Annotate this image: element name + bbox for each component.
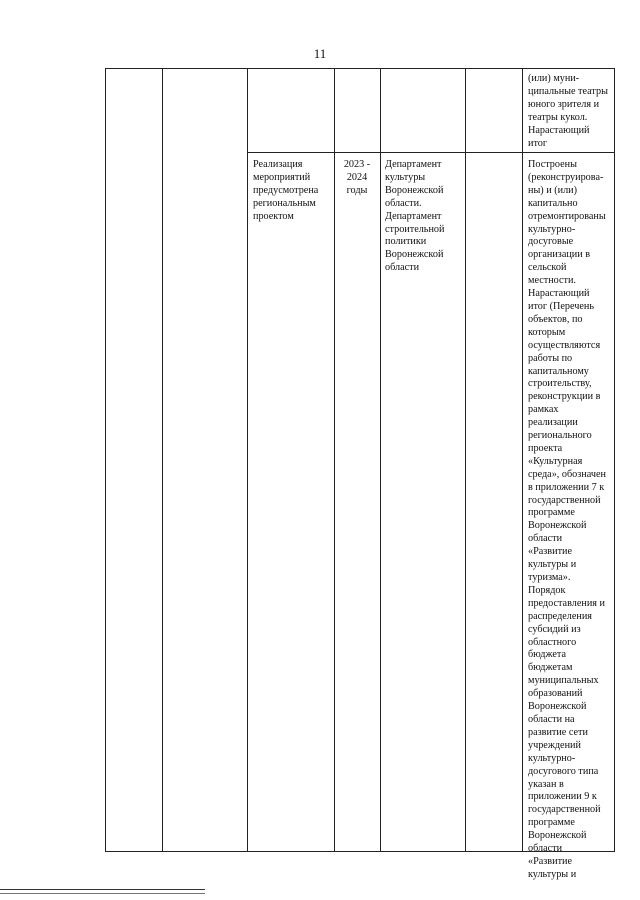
- column-divider: [162, 69, 163, 851]
- event-cell: Реализация мероприятий предусмотрена региональным проектом: [253, 159, 319, 222]
- program-table: [105, 68, 615, 880]
- column-divider: [247, 69, 248, 851]
- column-divider: [522, 69, 523, 851]
- top-row-result-cell: (или) муни- ципальные театры юного зрителя и театры кукол. Нарастающий итог: [528, 73, 608, 149]
- executor-cell: Департамент культуры Воронежской области. Департамент строительной политики Воронежской области: [385, 159, 445, 274]
- column-divider: [380, 69, 381, 851]
- page-number: 11: [313, 46, 327, 61]
- footer-line: [0, 889, 205, 890]
- period-cell: 2023 - 2024 годы: [343, 159, 371, 196]
- result-cell: Построены (реконструирова- ны) и (или) капитально отремонтированы культурно- досуговые организации в сельской местности. Нарастающий итог (Перечень объектов, по которым осуществляются работы по капитальному строительству, реконструкции в рамках реализации регионального проекта «Культурная среда», обозначен в приложении 7 к государственной программе Воронежской области «Развитие культуры и туризма». Порядок предоставления и распределения субсидий из областного бюджета бюджетам муниципальных образований Воронежской области на развитие сети учреждений культурно- досугового типа указан в приложении 9 к государственной программе Воронежской области «Развитие культуры и: [528, 159, 606, 880]
- row-divider: [247, 152, 614, 153]
- column-divider: [465, 69, 466, 851]
- footer-line: [0, 893, 205, 894]
